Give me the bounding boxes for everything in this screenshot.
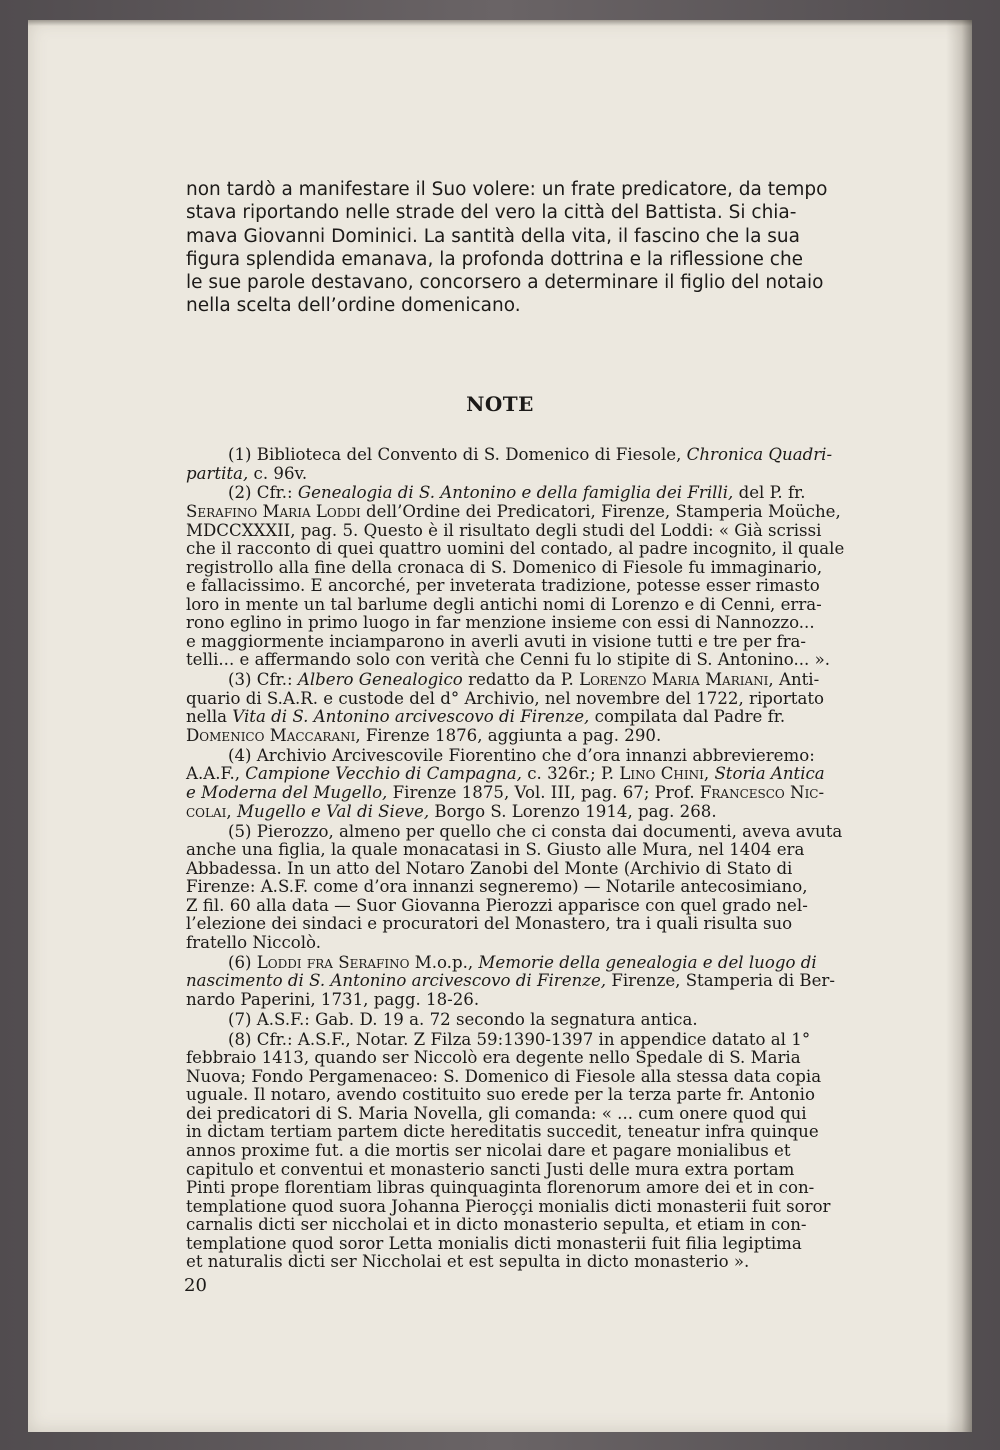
note-line: A.A.F., Campione Vecchio di Campagna, c. 326r.; P. Lino Chini, Storia Antica [186,764,825,784]
note-line: Firenze: A.S.F. come d’ora innanzi segneremo) — Notarile antecosimiano, [186,877,808,897]
body-line: stava riportando nelle strade del vero la città del Battista. Si chia- [186,202,797,224]
note-line: MDCCXXXII, pag. 5. Questo è il risultato degli studi del Loddi: « Già scrissi [186,520,822,540]
note-line: et naturalis dicti ser Niccholai et est sepulta in dicto monasterio ». [186,1252,750,1272]
note-4 [186,747,879,821]
page-spine-shadow [946,20,972,1432]
note-line: in dictam tertiam partem dicte hereditatis succedit, teneatur infra quinque [186,1122,819,1142]
note-line: nella Vita di S. Antonino arcivescovo di Firenze, compilata dal Padre fr. [186,707,786,727]
note-7 [186,1011,879,1030]
note-line: partita, c. 96v. [186,463,308,483]
note-line: e Moderna del Mugello, Firenze 1875, Vol. III, pag. 67; Prof. Francesco Nic- [186,783,825,803]
page-top-shadow [28,20,972,26]
note-line: telli... e affermando solo con verità che Cenni fu lo stipite di S. Antonino... ». [186,650,831,670]
note-line: capitulo et conventui et monasterio sancti Justi delle mura extra portam [186,1159,795,1179]
note-line: (4) Archivio Arcivescovile Fiorentino che d’ora innanzi abbrevieremo: [228,745,815,765]
note-line: febbraio 1413, quando ser Niccolò era degente nello Spedale di S. Maria [186,1048,801,1068]
note-8 [186,1031,879,1272]
note-line: Nuova; Fondo Pergamenaceo: S. Domenico di Fiesole alla stessa data copia [186,1066,822,1086]
note-line: fratello Niccolò. [186,932,322,952]
note-line: Z fil. 60 alla data — Suor Giovanna Pierozzi apparisce con quel grado nel- [186,895,808,915]
notes-heading: NOTE [466,392,534,416]
note-line: nascimento di S. Antonino arcivescovo di Firenze, Firenze, Stamperia di Ber- [186,971,835,991]
note-6 [186,954,879,1010]
note-line: rono eglino in primo luogo in far menzione insieme con essi di Nannozzo... [186,613,815,633]
note-2 [186,484,879,669]
note-1 [186,446,879,483]
note-line: Abbadessa. In un atto del Notaro Zanobi del Monte (Archivio di Stato di [186,858,793,878]
book-page [28,20,972,1432]
note-line: templatione quod suora Johanna Pieroççi monialis dicti monasterii fuit soror [186,1196,831,1216]
note-line: e maggiormente inciamparono in averli avuti in visione tutti e tre per fra- [186,631,807,651]
note-line: annos proxime fut. a die mortis ser nicolai dare et pagare monialibus et [186,1140,791,1160]
body-line: nella scelta dell’ordine domenicano. [186,295,521,317]
note-line: registrollo alla fine della cronaca di S. Domenico di Fiesole fu immaginario, [186,557,823,577]
page-number: 20 [184,1275,207,1296]
body-line: mava Giovanni Dominici. La santità della vita, il fascino che la sua [186,225,800,247]
note-3 [186,671,879,745]
note-line: nardo Paperini, 1731, pagg. 18-26. [186,989,480,1009]
note-line: Pinti prope florentiam libras quinquaginta florenorum amore dei et in con- [186,1178,815,1198]
note-line: che il racconto di quei quattro uomini del contado, al padre incognito, il quale [186,539,845,559]
note-line: dei predicatori di S. Maria Novella, gli comanda: « ... cum onere quod qui [186,1103,807,1123]
notes-section [186,446,879,1273]
body-line: le sue parole destavano, concorsero a determinare il figlio del notaio [186,272,824,294]
note-line: (5) Pierozzo, almeno per quello che ci consta dai documenti, aveva avuta [228,821,843,841]
note-line: quario di S.A.R. e custode del d° Archivio, nel novembre del 1722, riportato [186,688,825,708]
note-line: anche una figlia, la quale monacatasi in S. Giusto alle Mura, nel 1404 era [186,840,805,860]
note-line: (2) Cfr.: Genealogia di S. Antonino e della famiglia dei Frilli, del P. fr. [228,483,806,503]
note-line: Serafino Maria Loddi dell’Ordine dei Predicatori, Firenze, Stamperia Moüche, [186,502,841,522]
note-line: uguale. Il notaro, avendo costituito suo erede per la terza parte fr. Antonio [186,1085,815,1105]
note-line: Domenico Maccarani, Firenze 1876, aggiunta a pag. 290. [186,725,662,745]
note-line: templatione quod soror Letta monialis dicti monasterii fuit filia legiptima [186,1233,802,1253]
note-line: carnalis dicti ser niccholai et in dicto monasterio sepulta, et etiam in con- [186,1215,807,1235]
body-line: non tardò a manifestare il Suo volere: un frate predicatore, da tempo [186,179,828,200]
note-line: (3) Cfr.: Albero Genealogico redatto da P. Lorenzo Maria Mariani, Anti- [228,670,820,690]
note-line: colai, Mugello e Val di Sieve, Borgo S. Lorenzo 1914, pag. 268. [186,801,717,821]
note-line: loro in mente un tal barlume degli antichi nomi di Lorenzo e di Cenni, erra- [186,594,822,614]
note-line: (6) Loddi fra Serafino M.o.p., Memorie della genealogia e del luogo di [228,952,817,972]
body-line: figura splendida emanava, la profonda dottrina e la riflessione che [186,248,804,270]
note-line: (7) A.S.F.: Gab. D. 19 a. 72 secondo la segnatura antica. [228,1009,698,1029]
note-5 [186,823,879,953]
note-line: e fallacissimo. E ancorché, per inveterata tradizione, potesse esser rimasto [186,576,820,596]
note-line: l’elezione dei sindaci e procuratori del Monastero, tra i quali risulta suo [186,914,793,934]
body-paragraph [186,178,892,318]
note-line: (1) Biblioteca del Convento di S. Domenico di Fiesole, Chronica Quadri- [228,445,833,464]
note-line: (8) Cfr.: A.S.F., Notar. Z Filza 59:1390-1397 in appendice datato al 1° [228,1029,811,1049]
